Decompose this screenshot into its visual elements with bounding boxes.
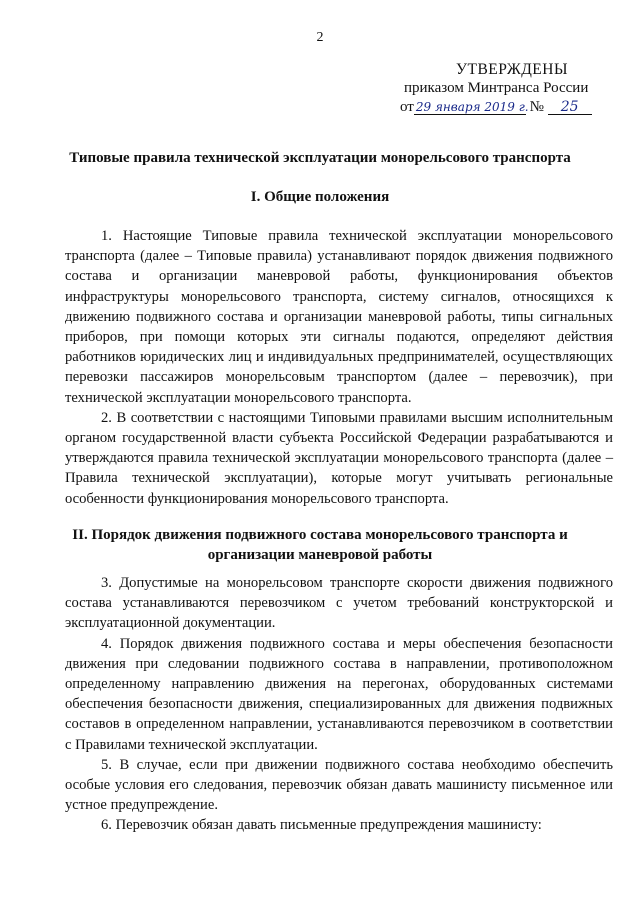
- approval-title: УТВЕРЖДЕНЫ: [456, 61, 568, 78]
- section-heading-1: I. Общие положения: [250, 189, 390, 205]
- approval-block: [400, 60, 610, 117]
- paragraph-6: 6. Перевозчик обязан давать письменные предупреждения машинисту:: [101, 817, 542, 834]
- section-heading-2: II. Порядок движения подвижного состава монорельсового транспорта и организации маневровой работы: [72, 527, 568, 563]
- section-1-body: [65, 226, 613, 509]
- paragraph-4: 4. Порядок движения подвижного состава и меры обеспечения безопасности движения при следовании подвижного состава в направлении, противоположном определенному направлению движения на перегонах, оборудованных системами обеспечения безопасности движения, специализированных для движения подвижных составов в определенном направлении, устанавливаются перевозчиком в соответствии с Правилами технической эксплуатации.: [65, 635, 613, 753]
- paragraph-2: 2. В соответствии с настоящими Типовыми правилами высшим исполнительным органом государственной власти субъекта Российской Федерации разрабатываются и утверждаются правила технической эксплуатации монорельсового транспорта (далее – Правила технической эксплуатации), которые могут учитывать региональные особенности функционирования монорельсового транспорта.: [65, 409, 613, 507]
- approval-number-prefix: №: [529, 99, 544, 115]
- page-number: 2: [316, 30, 324, 45]
- approval-by: приказом Минтранса России: [404, 80, 589, 96]
- handwritten-date: 29 января 2019 г.: [415, 100, 529, 114]
- handwritten-number: 25: [548, 100, 592, 115]
- approval-from-prefix: от: [400, 99, 414, 115]
- approval-order-line: [400, 98, 610, 117]
- paragraph-3: 3. Допустимые на монорельсовом транспорте скорости движения подвижного состава устанавливаются перевозчиком с учетом требований конструкторской и эксплуатационной документации.: [65, 575, 613, 632]
- document-title: Типовые правила технической эксплуатации монорельсового транспорта: [69, 150, 571, 166]
- paragraph-1: 1. Настоящие Типовые правила технической эксплуатации монорельсового транспорта (далее – Типовые правила) устанавливают порядок движения подвижного состава и организации маневровой работы, функционирования объектов инфраструктуры монорельсового транспорта, систему сигналов, относящихся к движению подвижного состава и организации маневровой работы, типы сигнальных приборов, при помощи которых эти сигналы подаются, определяют действия работников юридических лиц и индивидуальных предпринимателей, осуществляющих перевозки пассажиров монорельсовым транспортом (далее – перевозчик), при технической эксплуатации монорельсового транспорта.: [65, 228, 613, 406]
- paragraph-5: 5. В случае, если при движении подвижного состава необходимо обеспечить особые условия его следования, перевозчик обязан давать машинисту письменное или устное предупреждение.: [65, 756, 613, 814]
- section-2-body: [65, 573, 613, 836]
